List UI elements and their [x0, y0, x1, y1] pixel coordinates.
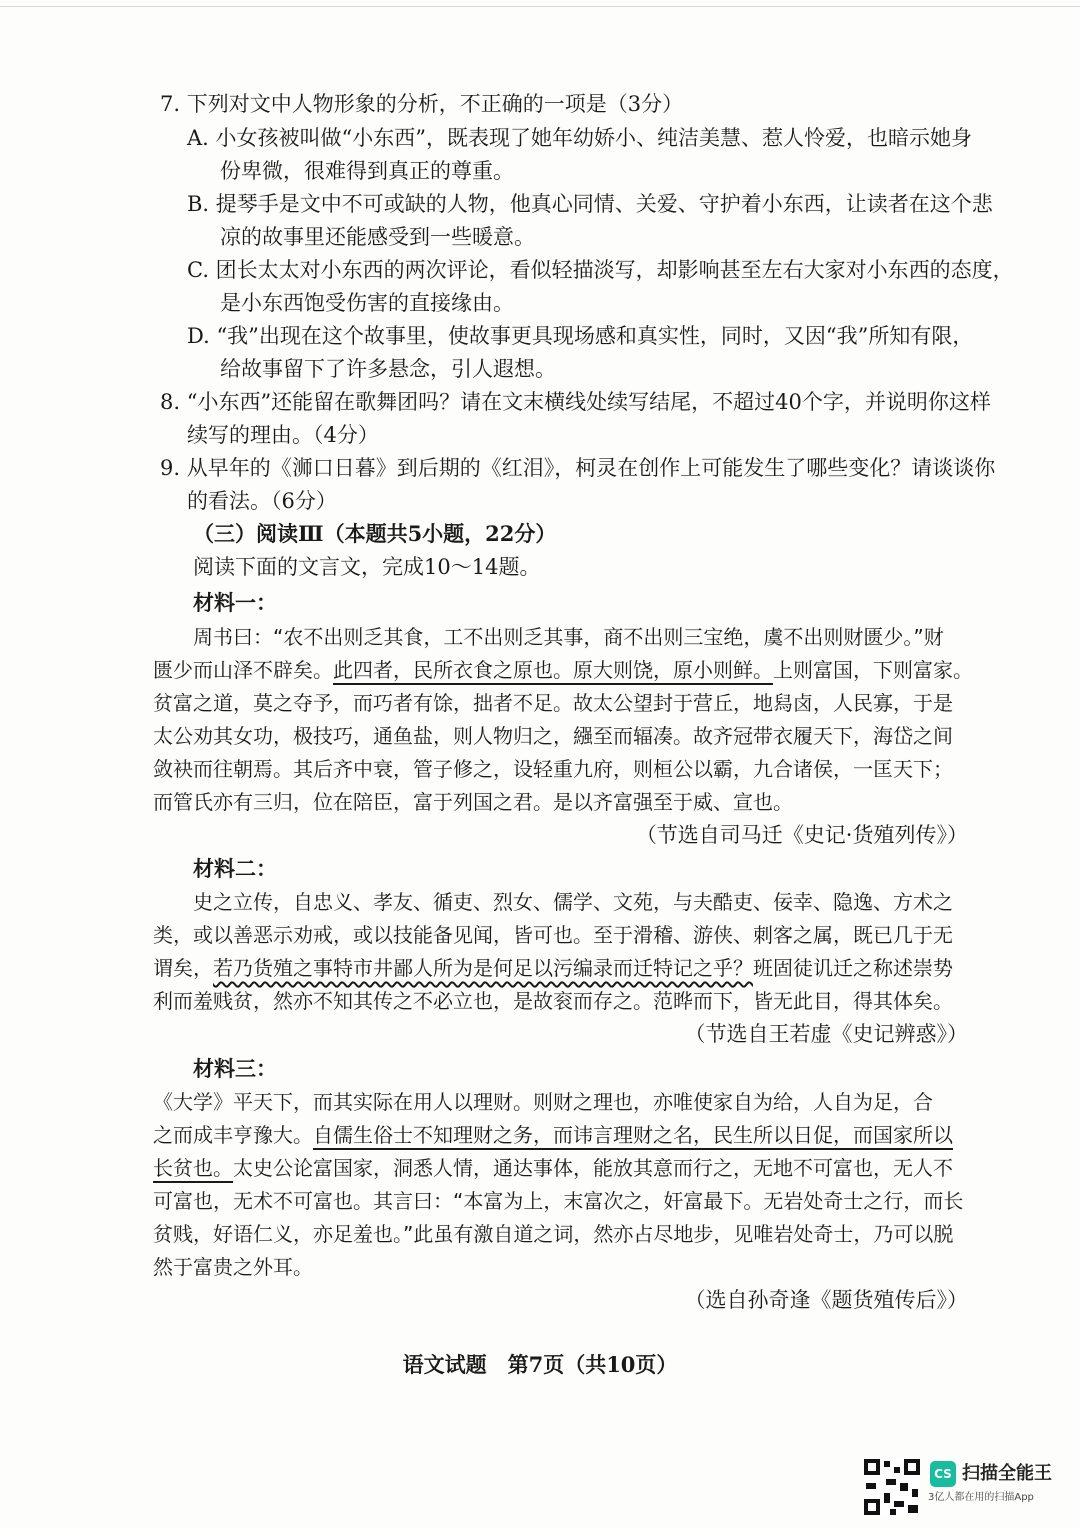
- material1-line2-end: 上则富国，下则富家。: [773, 658, 973, 682]
- material3-line2: [153, 1121, 953, 1149]
- camscanner-name: 扫描全能王: [962, 1463, 1052, 1484]
- material2-wavy-sentence: 若乃货殖之事特市井鄙人所为是何足以污编录而迁特记之乎？: [213, 956, 753, 980]
- q9-line1: 9. 从早年的《浉口日暮》到后期的《红泪》，柯灵在创作上可能发生了哪些变化？请谈谈你: [160, 456, 996, 480]
- material1-title: 材料一：: [193, 590, 277, 615]
- q7-option-d-line2: 给故事留下了许多悬念，引人遐想。: [220, 357, 556, 381]
- q8-line1: 8. “小东西”还能留在歌舞团吗？请在文末横线处续写结尾，不超过40个字，并说明你这样: [160, 390, 991, 414]
- q7-option-a-line2: 份卑微，很难得到真正的尊重。: [220, 159, 514, 183]
- material3-underlined-sentence-part2: 长贫也。: [153, 1156, 233, 1180]
- q7-option-a-line1: A. 小女孩被叫做“小东西”，既表现了她年幼娇小、纯洁美慧、惹人怜爱，也暗示她身: [187, 126, 972, 150]
- q7-option-b-line2: 凉的故事里还能感受到一些暖意。: [220, 225, 535, 249]
- material1-source: （节选自司马迁《史记·货殖列传》）: [635, 823, 968, 847]
- q7-option-c-line2: 是小东西饱受伤害的直接缘由。: [220, 291, 514, 315]
- material3-line6: 然于富贵之外耳。: [153, 1255, 313, 1279]
- material1-line2-start: 匮少而山泽不辟矣。: [153, 658, 333, 682]
- material3-line4: 可富也，无术不可富也。其言曰：“本富为上，末富次之，奸富最下。无岩处奇士之行，而长: [153, 1189, 964, 1213]
- q9-line2: 的看法。（6分）: [187, 489, 337, 513]
- material3-title: 材料三：: [193, 1056, 277, 1081]
- material1-line6: 而管氏亦有三归，位在陪臣，富于列国之君。是以齐富强至于威、宣也。: [153, 790, 793, 814]
- material1-line5: 敛袂而往朝焉。其后齐中衰，管子修之，设轻重九府，则桓公以霸，九合诸侯，一匡天下；: [153, 757, 953, 781]
- material3-source: （选自孙奇逢《题货殖传后》）: [684, 1288, 968, 1312]
- section-heading: （三）阅读Ⅲ（本题共5小题，22分）: [193, 521, 557, 546]
- q7-stem: 7. 下列对文中人物形象的分析，不正确的一项是（3分）: [160, 92, 684, 116]
- material2-title: 材料二：: [193, 856, 277, 881]
- material2-line1: 史之立传，自忠义、孝友、循吏、烈女、儒学、文苑，与夫酷吏、佞幸、隐逸、方术之: [193, 890, 953, 914]
- material2-line4: 利而羞贱贫，然亦不知其传之不必立也，是故衮而存之。范晔而下，皆无此目，得其体矣。: [153, 989, 953, 1013]
- material2-line3-end: 班固徒讥迁之称述崇势: [753, 956, 953, 980]
- q8-line2: 续写的理由。（4分）: [187, 423, 379, 447]
- material3-line3: [153, 1154, 953, 1182]
- material3-line1: 《大学》平天下，而其实际在用人以理财。则财之理也，亦唯使家自为给，人自为足，合: [153, 1090, 933, 1114]
- material2-source: （节选自王若虚《史记辨惑》）: [684, 1022, 968, 1046]
- material1-line2: [153, 656, 973, 684]
- page-footer: 语文试题 第7页（共10页）: [402, 1352, 678, 1377]
- material3-line5: 贫贱，好语仁义，亦足羞也。”此虽有激自道之词，然亦占尽地步，见唯岩处奇士，乃可以脱: [153, 1222, 954, 1246]
- material2-line3-start: 谓矣，: [153, 956, 213, 980]
- scanner-watermark: [860, 1455, 1070, 1525]
- qr-code-icon: [864, 1459, 920, 1515]
- section-instruction: 阅读下面的文言文，完成10～14题。: [193, 555, 541, 579]
- material2-line2: 类，或以善恶示劝戒，或以技能备见闻，皆可也。至于滑稽、游侠、刺客之属，既已几于无: [153, 923, 953, 947]
- q7-option-c-line1: C. 团长太太对小东西的两次评论，看似轻描淡写，却影响甚至左右大家对小东西的态度，: [187, 258, 1014, 282]
- material1-line3: 贫富之道，莫之夺予，而巧者有馀，拙者不足。故太公望封于营丘，地舄卤，人民寡，于是: [153, 691, 953, 715]
- q7-option-d-line1: D. “我”出现在这个故事里，使故事更具现场感和真实性，同时，又因“我”所知有限，: [187, 324, 974, 348]
- material1-line1: 周书曰：“农不出则乏其食，工不出则乏其事，商不出则三宝绝，虞不出则财匮少。”财: [193, 625, 944, 649]
- material3-line3-end: 太史公论富国家，洞悉人情，通达事体，能放其意而行之，无地不可富也，无人不: [233, 1156, 953, 1180]
- material1-underlined-sentence1: 此四者，民所衣食之原也。: [333, 658, 573, 682]
- material2-line3: [153, 954, 953, 982]
- material1-line4: 太公劝其女功，极技巧，通鱼盐，则人物归之，繦至而辐凑。故齐冠带衣履天下，海岱之间: [153, 724, 953, 748]
- q7-option-b-line1: B. 提琴手是文中不可或缺的人物，他真心同情、关爱、守护着小东西，让读者在这个悲: [187, 192, 993, 216]
- camscanner-tagline: 3亿人都在用的扫描App: [928, 1492, 1034, 1503]
- material1-underlined-sentence2: 原大则饶，原小则鲜。: [573, 658, 773, 682]
- material3-underlined-sentence-part1: 自儒生俗士不知理财之务，而讳言理财之名，民生所以日促，而国家所以: [313, 1123, 953, 1147]
- material3-line2-start: 之而成丰亨豫大。: [153, 1123, 313, 1147]
- camscanner-logo: CS: [930, 1461, 956, 1487]
